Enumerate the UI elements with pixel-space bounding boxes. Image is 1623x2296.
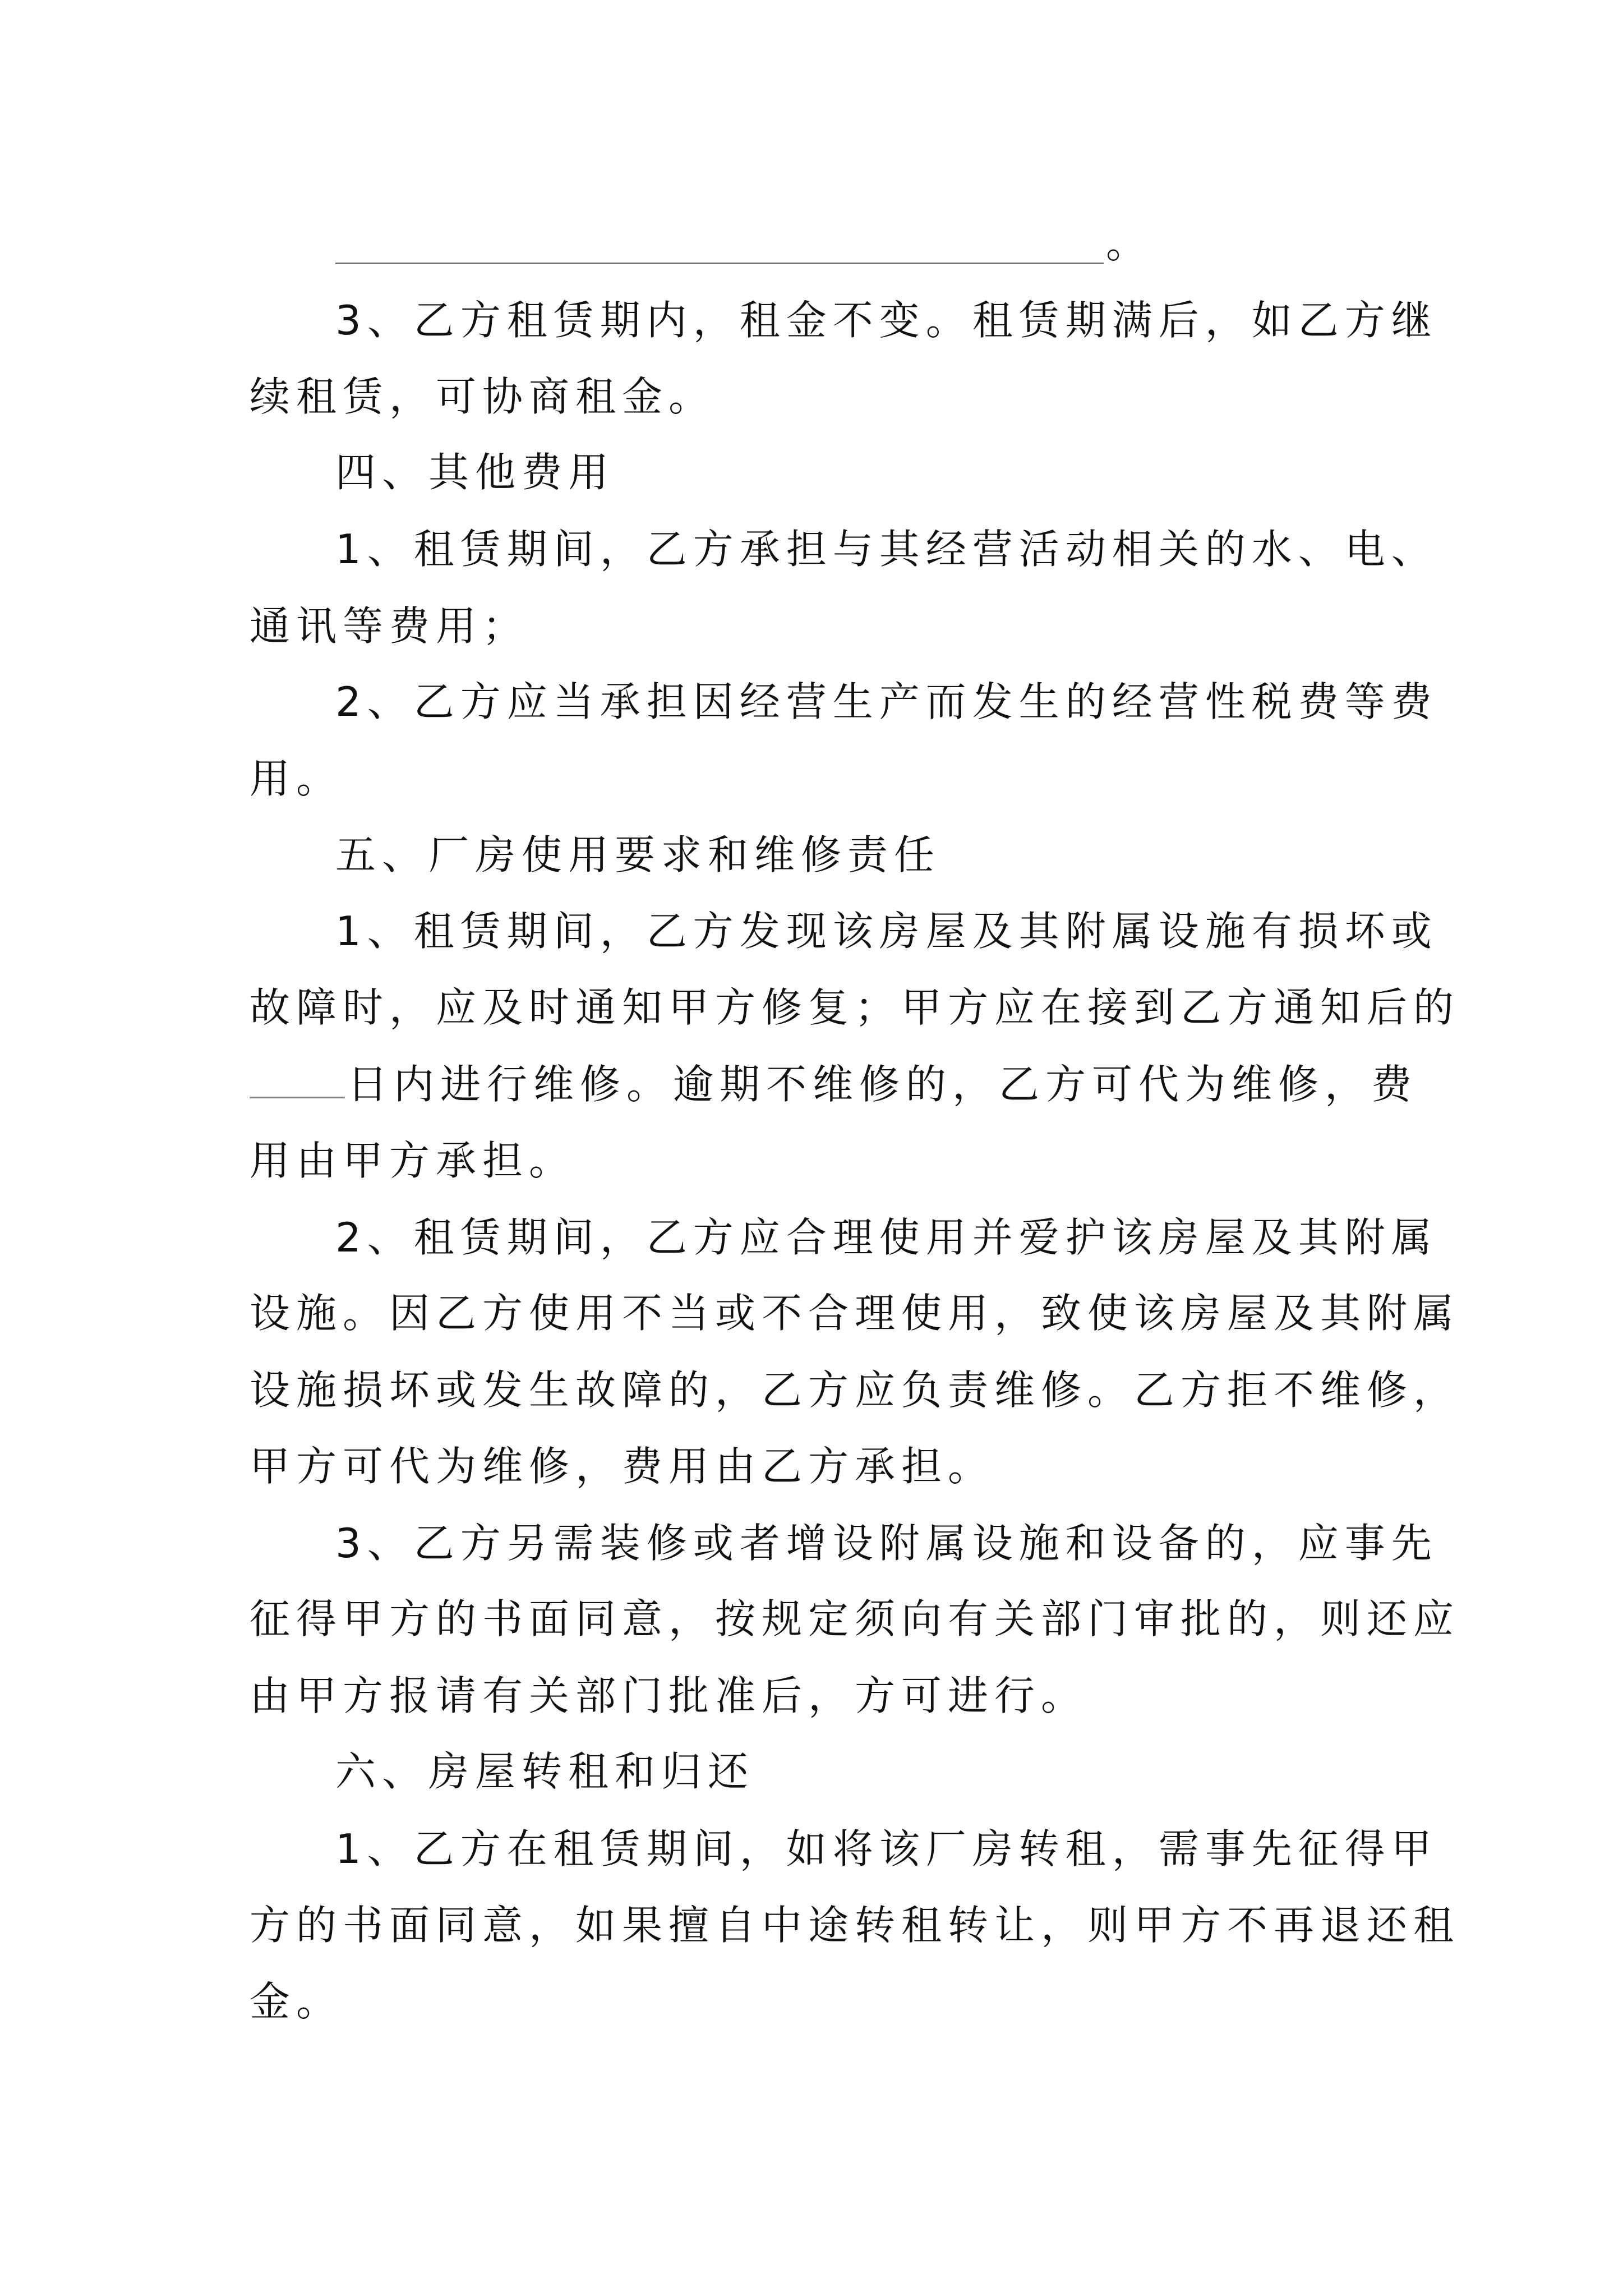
text-line-2: 续租赁，可协商租金。 <box>250 373 716 420</box>
text-line-15: 设施损坏或发生故障的，乙方应负责维修。乙方拒不维修， <box>250 1366 1460 1414</box>
text-line-10: 故障时，应及时通知甲方修复；甲方应在接到乙方通知后的 <box>250 984 1460 1031</box>
text-line-21: 1、乙方在租赁期间，如将该厂房转租，需事先征得甲 <box>335 1825 1438 1872</box>
inline-fill-in-blank <box>250 1065 345 1098</box>
text-line-23: 金。 <box>250 1978 343 2025</box>
text-line-1: 3、乙方租赁期内，租金不变。租赁期满后，如乙方继 <box>335 297 1438 344</box>
text-line-11 <box>250 1061 1418 1108</box>
section-heading-5: 五、厂房使用要求和维修责任 <box>335 831 941 878</box>
text-line-19: 由甲方报请有关部门批准后，方可进行。 <box>250 1672 1088 1719</box>
fill-in-blank-line <box>335 263 1104 264</box>
text-line-18: 征得甲方的书面同意，按规定须向有关部门审批的，则还应 <box>250 1595 1460 1642</box>
text-line-7: 用。 <box>250 755 343 802</box>
text-line-17: 3、乙方另需装修或者增设附属设施和设备的，应事先 <box>335 1520 1438 1567</box>
text-line-22: 方的书面同意，如果擅自中途转租转让，则甲方不再退还租 <box>250 1902 1460 1949</box>
text-line-16: 甲方可代为维修，费用由乙方承担。 <box>250 1443 995 1490</box>
text-line-12: 用由甲方承担。 <box>250 1137 576 1184</box>
text-line-11-text: 日内进行维修。逾期不维修的，乙方可代为维修，费 <box>347 1061 1418 1108</box>
text-line-5: 通讯等费用； <box>250 602 529 650</box>
text-line-14: 设施。因乙方使用不当或不合理使用，致使该房屋及其附属 <box>250 1290 1460 1337</box>
text-line-6: 2、乙方应当承担因经营生产而发生的经营性税费等费 <box>335 678 1438 725</box>
blank-line-period: 。 <box>1106 220 1147 267</box>
text-line-9: 1、租赁期间，乙方发现该房屋及其附属设施有损坏或 <box>335 908 1438 955</box>
text-line-4: 1、租赁期间，乙方承担与其经营活动相关的水、电、 <box>335 526 1438 573</box>
section-heading-4: 四、其他费用 <box>335 449 615 496</box>
text-line-13: 2、租赁期间，乙方应合理使用并爱护该房屋及其附属 <box>335 1214 1438 1261</box>
section-heading-6: 六、房屋转租和归还 <box>335 1748 755 1795</box>
